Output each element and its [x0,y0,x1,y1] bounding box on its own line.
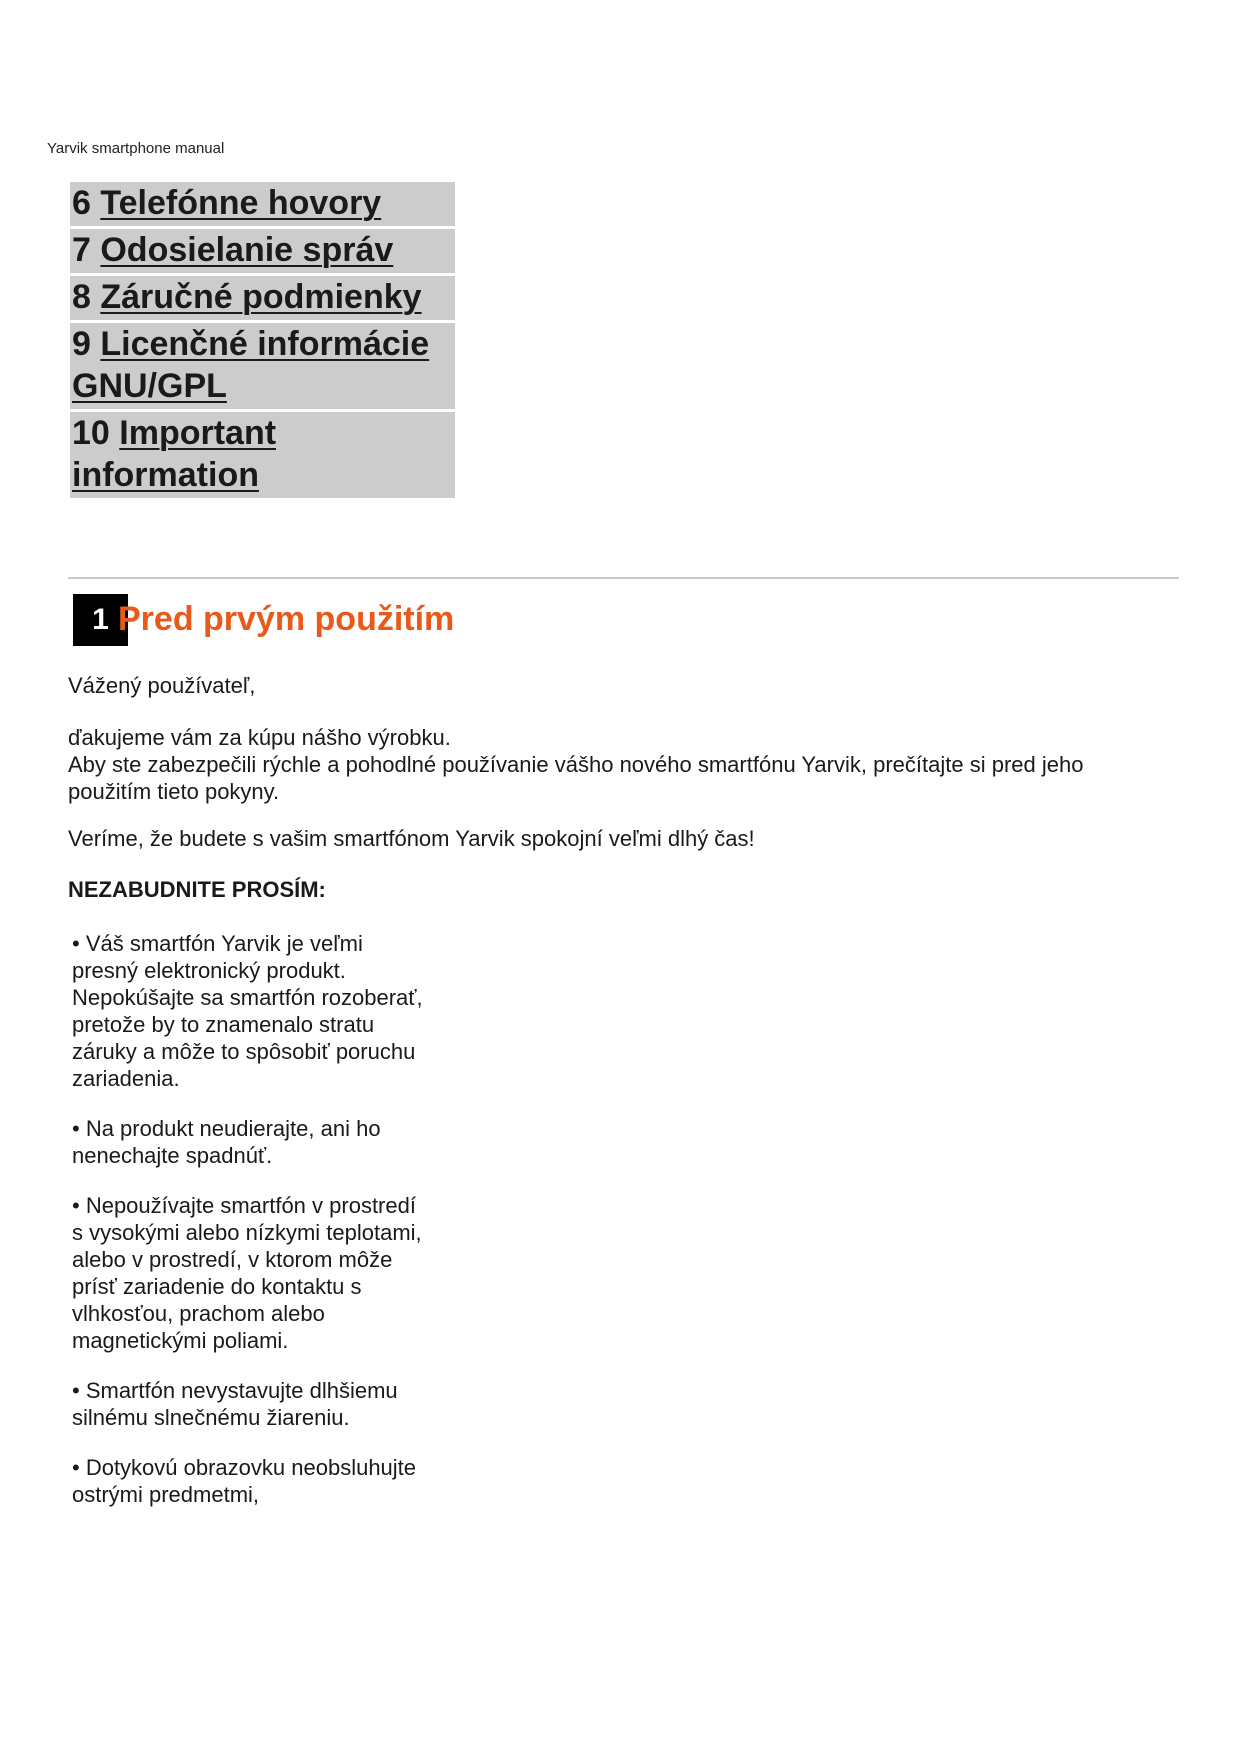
list-item: • Smartfón nevystavujte dlhšiemu silnému slnečnému žiareniu. [72,1378,398,1430]
table-of-contents [70,182,455,501]
toc-item-link[interactable]: Odosielanie správ [100,231,394,269]
section-heading [73,595,455,645]
list-item: • Nepoužívajte smartfón v prostredí s vysokými alebo nízkymi teplotami, alebo v prostredí, v ktorom môže prísť zariadenie do kontaktu s vlhkosťou, prachom alebo magnetickými poliami. [72,1193,422,1353]
intro-line-instructions: Aby ste zabezpečili rýchle a pohodlné používanie vášho nového smartfónu Yarvik, prečítajte si pred jeho použitím tieto pokyny. [68,752,1084,804]
trust-paragraph: Veríme, že budete s vašim smartfónom Yarvik spokojní veľmi dlhý čas! [68,826,755,851]
section-divider [68,577,1179,579]
intro-paragraph [68,724,1168,805]
remember-heading: NEZABUDNITE PROSÍM: [68,877,326,902]
toc-item-number: 9 [72,325,101,363]
section-title: Pred prvým použitím [118,600,455,638]
toc-item-number: 8 [72,278,101,316]
toc-item-number: 10 [72,414,120,452]
list-item: • Váš smartfón Yarvik je veľmi presný elektronický produkt. Nepokúšajte sa smartfón rozoberať, pretože by to znamenalo stratu záruky a môže to spôsobiť poruchu zariadenia. [72,931,423,1091]
list-item: • Dotykovú obrazovku neobsluhujte ostrými predmetmi, [72,1455,417,1507]
toc-item-link[interactable]: Important information [72,414,277,494]
toc-item-zarucne-podmienky[interactable] [70,276,455,320]
section-number-badge: 1 [73,594,128,646]
toc-item-telefonne-hovory[interactable] [70,182,455,226]
document-header-title: Yarvik smartphone manual [47,140,225,157]
toc-item-licencne-informacie[interactable] [70,323,455,409]
warnings-list [72,930,432,1531]
toc-item-link[interactable]: Licenčné informácie GNU/GPL [72,325,430,405]
toc-item-number: 6 [72,184,101,222]
toc-item-odosielanie-sprav[interactable] [70,229,455,273]
intro-line-thanks: ďakujeme vám za kúpu nášho výrobku. [68,725,451,750]
list-item: • Na produkt neudierajte, ani ho nenechajte spadnúť. [72,1116,381,1168]
greeting-paragraph: Vážený používateľ, [68,673,256,698]
toc-item-important-information[interactable] [70,412,455,498]
toc-item-link[interactable]: Telefónne hovory [100,184,382,222]
toc-item-number: 7 [72,231,101,269]
toc-item-link[interactable]: Záručné podmienky [100,278,422,316]
